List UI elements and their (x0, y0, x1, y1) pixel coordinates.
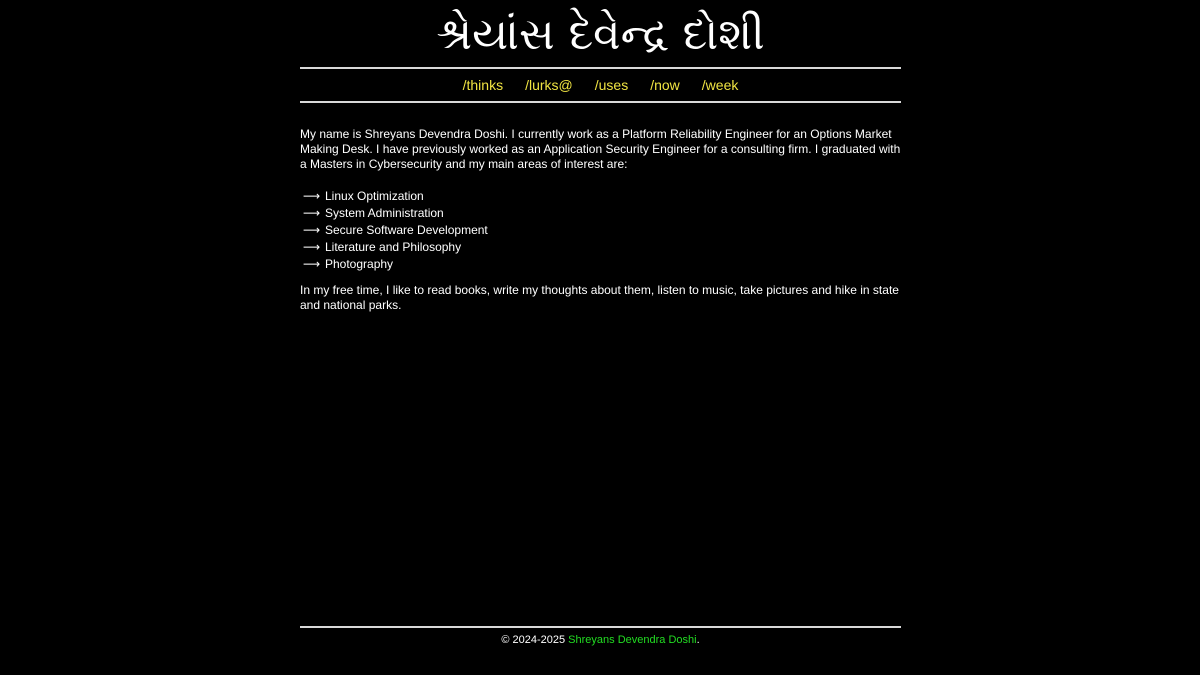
nav-divider (300, 101, 901, 103)
footer-divider (300, 626, 901, 628)
outro-paragraph: In my free time, I like to read books, write my thoughts about them, listen to music, take pictures and hike in state and national parks. (300, 283, 899, 312)
footer-suffix: . (696, 634, 700, 646)
interest-label: Linux Optimization (325, 189, 424, 203)
footer (300, 633, 901, 647)
footer-copyright: © 2024-2025 (501, 634, 566, 646)
nav-link-week[interactable]: /week (701, 77, 739, 93)
arrow-icon: ⟶ (303, 206, 321, 220)
list-item (303, 188, 488, 205)
list-item (303, 239, 488, 256)
arrow-icon: ⟶ (303, 223, 321, 237)
interest-label: Secure Software Development (325, 223, 488, 237)
nav-link-thinks[interactable]: /thinks (462, 77, 504, 93)
interest-label: Photography (325, 257, 394, 271)
nav-link-lurks[interactable]: /lurks@ (525, 77, 573, 93)
interest-label: System Administration (325, 206, 444, 220)
list-item (303, 222, 488, 239)
list-item (303, 205, 488, 222)
arrow-icon: ⟶ (303, 257, 321, 271)
nav-link-uses[interactable]: /uses (594, 77, 629, 93)
arrow-icon: ⟶ (303, 189, 321, 203)
footer-author-link[interactable]: Shreyans Devendra Doshi (568, 634, 697, 646)
interest-label: Literature and Philosophy (325, 240, 462, 254)
site-title[interactable]: શ્રેયાંસ દેવેન્દ્ર દોશી (436, 9, 765, 60)
page-container (300, 0, 901, 675)
main-nav (300, 69, 901, 101)
arrow-icon: ⟶ (303, 240, 321, 254)
nav-link-now[interactable]: /now (650, 77, 680, 93)
list-item (303, 256, 488, 273)
interests-list (303, 188, 488, 273)
intro-paragraph: My name is Shreyans Devendra Doshi. I currently work as a Platform Reliability Engineer for an Options Market Making Desk. I have previously worked as an Application Security Engineer for a consulting firm. I graduated with a Masters in Cybersecurity and my main areas of interest are: (300, 127, 901, 171)
